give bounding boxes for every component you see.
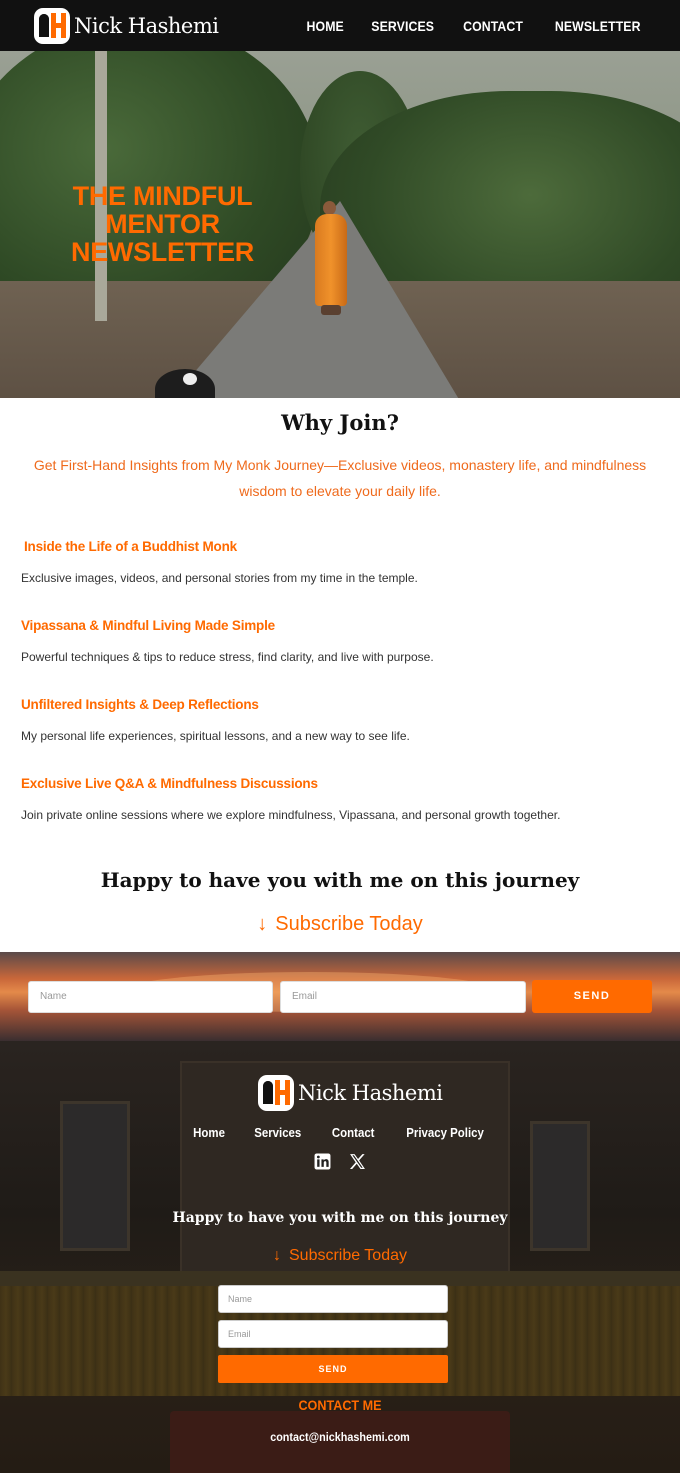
site-footer [0,1041,680,1473]
contact-email-link[interactable]: contact@nickhashemi.com [270,1430,410,1444]
footer-nav-privacy-policy[interactable]: Privacy Policy [406,1125,484,1140]
why-join-intro: Get First-Hand Insights from My Monk Journey—Exclusive videos, monastery life, and mindfulness wisdom to elevate your daily life. [33,457,647,499]
linkedin-icon[interactable] [314,1153,331,1170]
feature-title: Unfiltered Insights & Deep Reflections [21,697,259,712]
feature-description: Exclusive images, videos, and personal stories from my time in the temple. [21,571,418,585]
nav-item-services[interactable]: SERVICES [371,17,435,34]
journey-heading: Happy to have you with me on this journey [100,868,580,892]
footer-nav-home[interactable]: Home [193,1125,225,1140]
feature-item [21,697,661,743]
feature-description: Powerful techniques & tips to reduce stress, find clarity, and live with purpose. [21,650,434,664]
main-nav [304,0,646,51]
hero-monk-figure [313,201,347,316]
footer-subscribe-label: Subscribe Today [289,1247,407,1264]
nh-monogram-logo-icon [34,8,70,44]
nh-monogram-logo-icon [258,1075,294,1111]
x-icon[interactable] [349,1153,366,1170]
hero-title-line: NEWSLETTER [71,237,254,267]
feature-description: Join private online sessions where we explore mindfulness, Vipassana, and personal growth together. [21,808,561,822]
nav-item-contact[interactable]: CONTACT [463,17,524,34]
feature-item [21,776,661,822]
footer-nav [0,1125,680,1140]
nav-item-home[interactable]: HOME [306,17,344,34]
hero-title-line: MENTOR [105,209,220,239]
send-button[interactable]: SEND [532,980,652,1013]
footer-logo[interactable] [258,1075,442,1111]
why-join-title: Why Join? [281,410,399,435]
footer-nav-services[interactable]: Services [254,1125,302,1140]
footer-name-input[interactable]: Name [218,1285,448,1313]
site-header [0,0,680,51]
feature-title: Exclusive Live Q&A & Mindfulness Discussions [21,776,318,791]
site-logo[interactable] [34,8,218,44]
nav-item-newsletter[interactable]: NEWSLETTER [554,17,641,34]
footer-subscribe-cta [0,1247,680,1265]
footer-email-input[interactable]: Email [218,1320,448,1348]
feature-item [21,618,661,664]
arrow-down-icon: ↓ [273,1247,281,1264]
social-links [0,1153,680,1170]
footer-journey-heading: Happy to have you with me on this journey [172,1210,508,1226]
footer-bg-portrait-right [530,1121,590,1251]
contact-heading: CONTACT ME [298,1397,382,1413]
subscribe-label: Subscribe Today [275,913,423,935]
subscribe-cta [0,913,680,936]
footer-nav-contact[interactable]: Contact [331,1125,375,1140]
footer-brand-name: Nick Hashemi [298,1081,443,1105]
name-input[interactable]: Name [28,981,273,1013]
feature-description: My personal life experiences, spiritual lessons, and a new way to see life. [21,729,410,743]
footer-send-button[interactable]: SEND [218,1355,448,1383]
feature-title: Inside the Life of a Buddhist Monk [24,539,237,554]
signup-band [0,952,680,1041]
footer-bg-portrait-left [60,1101,130,1251]
brand-name: Nick Hashemi [74,14,219,38]
email-input[interactable]: Email [280,981,526,1013]
hero-title [40,182,285,266]
hero-title-line: THE MINDFUL [72,181,253,211]
arrow-down-icon: ↓ [257,913,268,935]
feature-title: Vipassana & Mindful Living Made Simple [21,618,275,633]
hero-banner [0,51,680,398]
feature-item [21,539,661,585]
